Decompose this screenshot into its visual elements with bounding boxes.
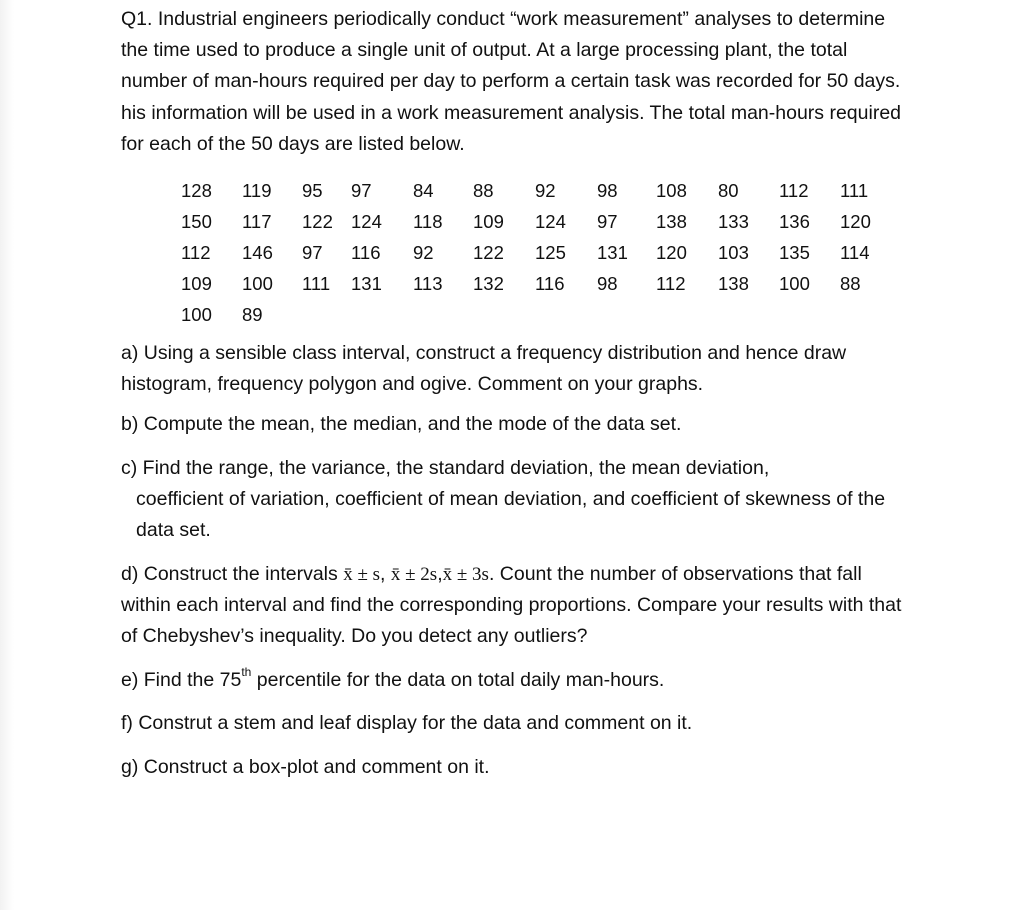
- data-cell: 138: [656, 211, 687, 233]
- data-cell: 120: [840, 211, 871, 233]
- data-cell: 95: [302, 180, 323, 202]
- data-cell: 119: [242, 180, 272, 202]
- data-cell: 100: [181, 304, 212, 326]
- data-cell: 133: [718, 211, 749, 233]
- data-cell: 131: [351, 273, 382, 295]
- data-cell: 100: [242, 273, 273, 295]
- data-cell: 92: [535, 180, 556, 202]
- data-row: [181, 207, 885, 238]
- data-cell: 132: [473, 273, 504, 295]
- data-row: [181, 176, 885, 207]
- part-c-first-line: c) Find the range, the variance, the standard deviation, the mean deviation,: [121, 457, 770, 480]
- interval-2-text: x̄ ± 2s: [390, 564, 438, 586]
- data-cell: 109: [181, 273, 212, 295]
- part-e-prefix: e) Find the 75: [121, 669, 242, 692]
- data-row: [181, 238, 885, 269]
- data-cell: 92: [413, 242, 434, 264]
- data-cell: 98: [597, 273, 618, 295]
- data-cell: 98: [597, 180, 618, 202]
- data-cell: 112: [779, 180, 809, 202]
- data-cell: 97: [302, 242, 323, 264]
- data-cell: 80: [718, 180, 739, 202]
- interval-2: [391, 564, 437, 585]
- data-table: [181, 176, 885, 330]
- data-cell: 122: [473, 242, 504, 264]
- data-cell: 124: [535, 211, 566, 233]
- data-cell: 116: [535, 273, 565, 295]
- data-cell: 108: [656, 180, 687, 202]
- data-cell: 88: [840, 273, 861, 295]
- interval-1: [343, 564, 380, 585]
- data-cell: 124: [351, 211, 382, 233]
- part-c: [121, 453, 911, 546]
- part-f: f) Construt a stem and leaf display for the data and comment on it.: [121, 712, 693, 735]
- part-a: a) Using a sensible class interval, construct a frequency distribution and hence draw histogram, frequency polygon and ogive. Comment on your graphs.: [121, 342, 847, 396]
- data-cell: 103: [718, 242, 749, 264]
- data-cell: 97: [597, 211, 618, 233]
- question-intro: Q1. Industrial engineers periodically conduct “work measurement” analyses to determine the time used to produce a single unit of output. At a large processing plant, the total number of man-hours required per day to perform a certain task was recorded for 50 days. his information will be used in a work measurement analysis. The total man-hours required for each of the 50 days are listed below.: [121, 8, 902, 155]
- part-b: b) Compute the mean, the median, and the mode of the data set.: [121, 413, 682, 436]
- data-cell: 100: [779, 273, 810, 295]
- interval-3: [443, 564, 489, 585]
- data-cell: 113: [413, 273, 443, 295]
- data-cell: 88: [473, 180, 494, 202]
- part-d-prefix: d) Construct the intervals: [121, 563, 344, 586]
- data-cell: 109: [473, 211, 504, 233]
- data-cell: 84: [413, 180, 434, 202]
- data-cell: 122: [302, 211, 333, 233]
- data-cell: 116: [351, 242, 381, 264]
- part-d: d) Construct the intervals x̄ ± s, x̄ ± 2s,x̄ ± 3s. Count the number of observations that fall within each interval and find the corresponding proportions. Compare your results with that of Chebyshev’s inequality. Do you detect any outliers?: [121, 563, 902, 648]
- data-cell: 125: [535, 242, 566, 264]
- data-cell: 146: [242, 242, 273, 264]
- data-row: [181, 300, 885, 331]
- data-cell: 114: [840, 242, 870, 264]
- data-cell: 136: [779, 211, 810, 233]
- data-cell: 112: [656, 273, 686, 295]
- data-cell: 150: [181, 211, 212, 233]
- interval-3-text: x̄ ± 3s: [442, 564, 489, 586]
- data-cell: 135: [779, 242, 810, 264]
- data-row: [181, 269, 885, 300]
- data-cell: 97: [351, 180, 372, 202]
- ordinal-suffix: th: [241, 664, 252, 679]
- data-cell: 131: [597, 242, 628, 264]
- data-cell: 111: [840, 180, 869, 202]
- part-g: g) Construct a box-plot and comment on it.: [121, 756, 490, 779]
- data-cell: 138: [718, 273, 749, 295]
- question-page: [121, 4, 911, 783]
- part-e: [121, 665, 911, 696]
- interval-1-text: x̄ ± s: [343, 564, 381, 586]
- data-cell: 128: [181, 180, 212, 202]
- part-c-continuation: coefficient of variation, coefficient of mean deviation, and coefficient of skewness of the data set.: [136, 488, 886, 542]
- part-e-suffix: percentile for the data on total daily man-hours.: [251, 669, 665, 692]
- data-cell: 112: [181, 242, 211, 264]
- part-d-suffix: . Count the number of observations that fall within each interval and find the corresponding proportions. Compare your results with that of Chebyshev’s inequality. Do you detect any outliers?: [121, 563, 902, 648]
- data-cell: 89: [242, 304, 263, 326]
- data-cell: 111: [302, 273, 331, 295]
- data-cell: 120: [656, 242, 687, 264]
- data-cell: 117: [242, 211, 272, 233]
- data-cell: 118: [413, 211, 443, 233]
